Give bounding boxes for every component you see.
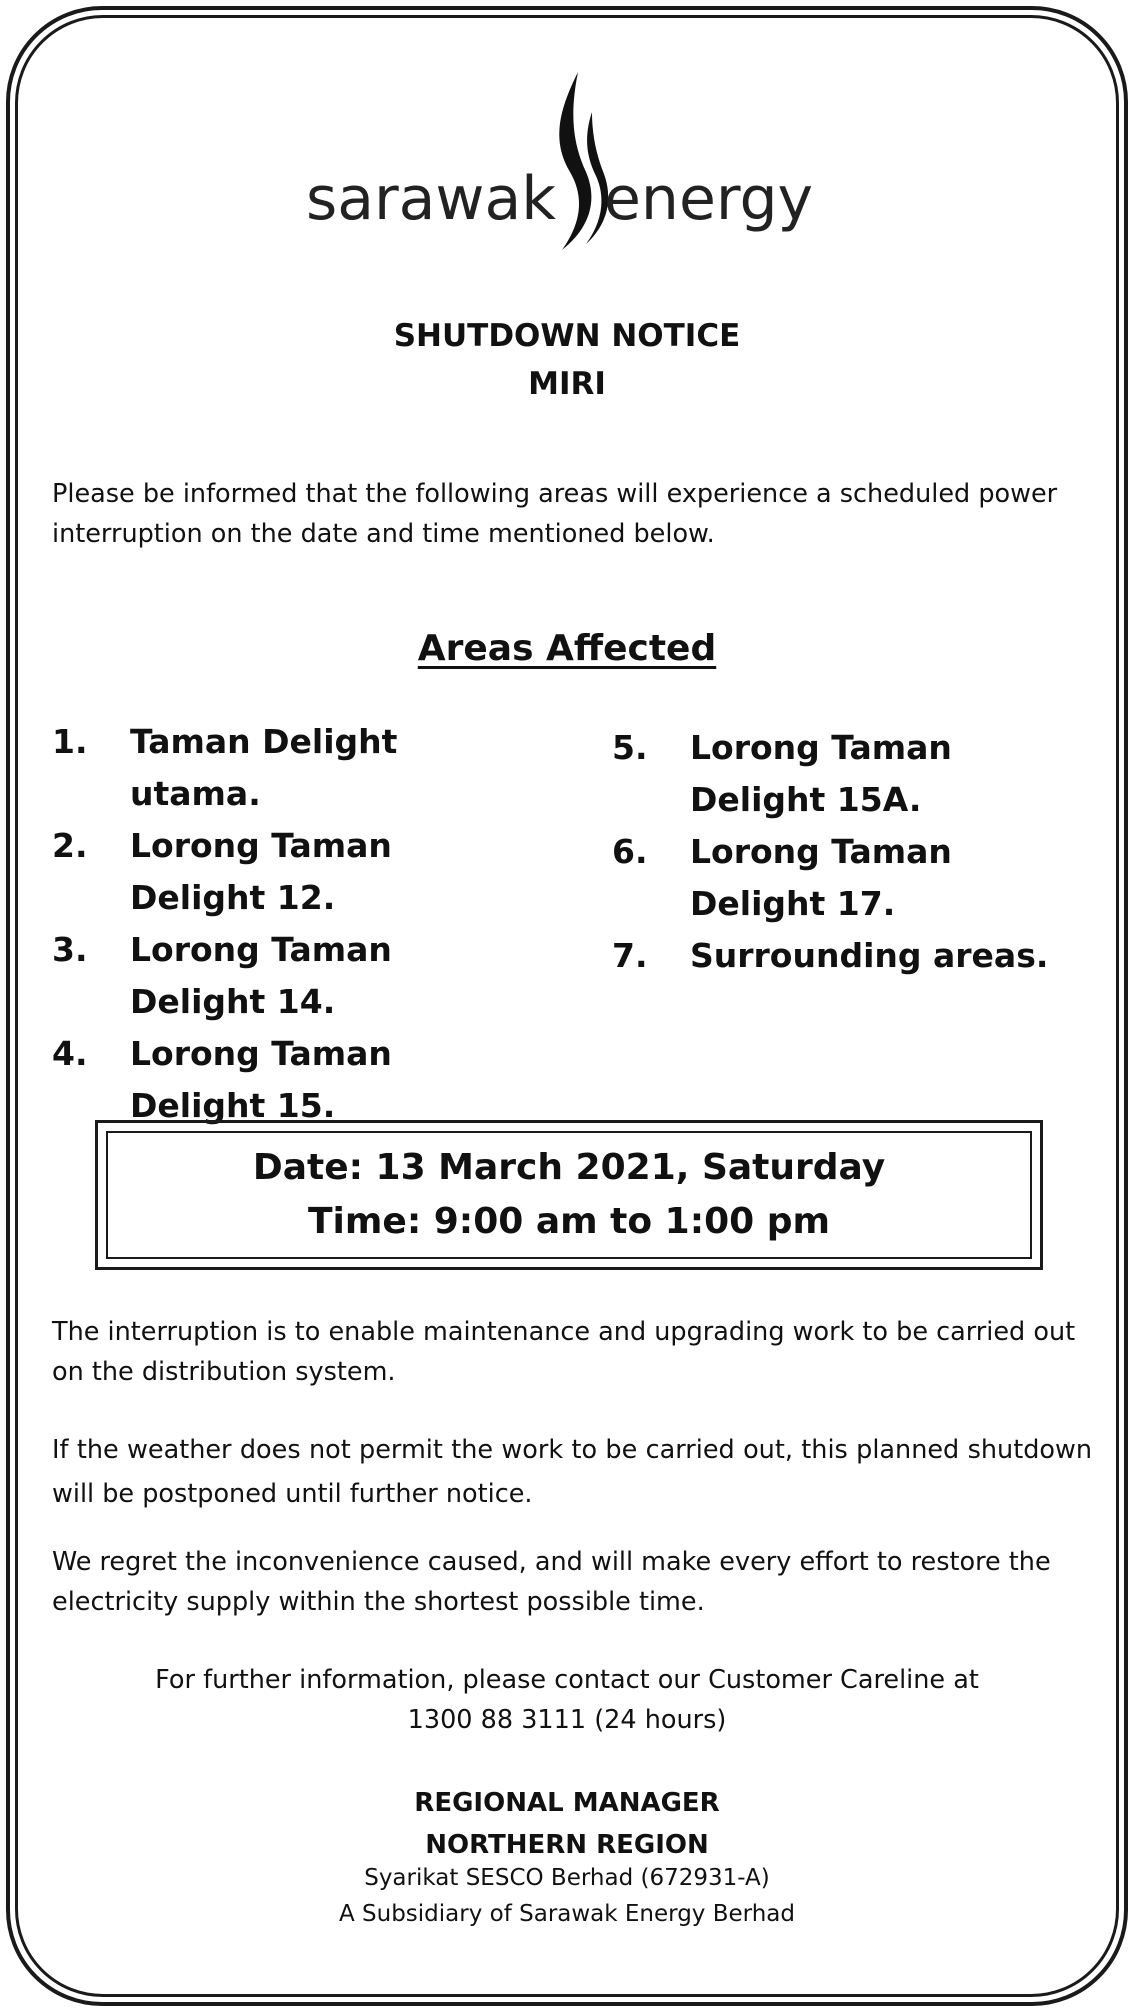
list-item-number: 1.	[52, 722, 88, 761]
company-name: Syarikat SESCO Berhad (672931-A)	[364, 1865, 770, 1891]
list-item	[612, 930, 1092, 982]
logo-word-left: sarawak	[305, 164, 556, 234]
list-item-number: 2.	[52, 826, 88, 865]
areas-heading: Areas Affected	[417, 628, 717, 669]
list-item	[52, 1028, 512, 1132]
list-item-text: Lorong Taman Delight 15.	[130, 1034, 392, 1125]
flame-icon	[548, 72, 608, 262]
list-item-text: Lorong Taman Delight 17.	[690, 832, 952, 923]
areas-list-right	[612, 722, 1092, 982]
regret-paragraph: We regret the inconvenience caused, and will make every effort to restore the electricity supply within the shortest possible time.	[52, 1547, 1051, 1617]
list-item	[52, 924, 512, 1028]
list-item	[612, 722, 1092, 826]
sarawak-energy-logo	[0, 72, 1134, 262]
list-item-text: Lorong Taman Delight 15A.	[690, 728, 952, 819]
intro-paragraph: Please be informed that the following areas will experience a scheduled power interruption on the date and time mentioned below.	[52, 479, 1058, 549]
list-item-number: 6.	[612, 832, 648, 871]
list-item-text: Surrounding areas.	[690, 936, 1049, 975]
areas-list-left	[52, 716, 512, 1132]
list-item	[612, 826, 1092, 930]
list-item-text: Lorong Taman Delight 14.	[130, 930, 392, 1021]
subsidiary-line: A Subsidiary of Sarawak Energy Berhad	[338, 1901, 795, 1927]
notice-header	[0, 312, 1134, 408]
contact-block	[0, 1660, 1134, 1740]
list-item-text: Taman Delight utama.	[130, 722, 398, 813]
weather-paragraph: If the weather does not permit the work to be carried out, this planned shutdown will be postponed until further notice.	[52, 1435, 1092, 1509]
signature-company	[0, 1860, 1134, 1932]
careline-number: 1300 88 3111 (24 hours)	[407, 1705, 727, 1735]
schedule-date: Date: 13 March 2021, Saturday	[252, 1147, 886, 1188]
signature-role: REGIONAL MANAGER	[414, 1788, 720, 1818]
list-item-text: Lorong Taman Delight 12.	[130, 826, 392, 917]
schedule-box	[95, 1120, 1043, 1270]
schedule-box-inner	[106, 1131, 1032, 1259]
list-item-number: 7.	[612, 936, 648, 975]
contact-line: For further information, please contact our Customer Careline at	[155, 1665, 979, 1695]
notice-location: MIRI	[528, 366, 606, 402]
logo-word-right: energy	[604, 164, 814, 234]
list-item-number: 4.	[52, 1034, 88, 1073]
reason-paragraph: The interruption is to enable maintenance and upgrading work to be carried out on the distribution system.	[52, 1317, 1076, 1387]
list-item	[52, 716, 512, 820]
signature-title	[0, 1782, 1134, 1866]
schedule-time: Time: 9:00 am to 1:00 pm	[308, 1201, 830, 1242]
signature-region: NORTHERN REGION	[425, 1830, 709, 1860]
notice-title: SHUTDOWN NOTICE	[393, 318, 741, 354]
list-item-number: 5.	[612, 728, 648, 767]
list-item	[52, 820, 512, 924]
list-item-number: 3.	[52, 930, 88, 969]
